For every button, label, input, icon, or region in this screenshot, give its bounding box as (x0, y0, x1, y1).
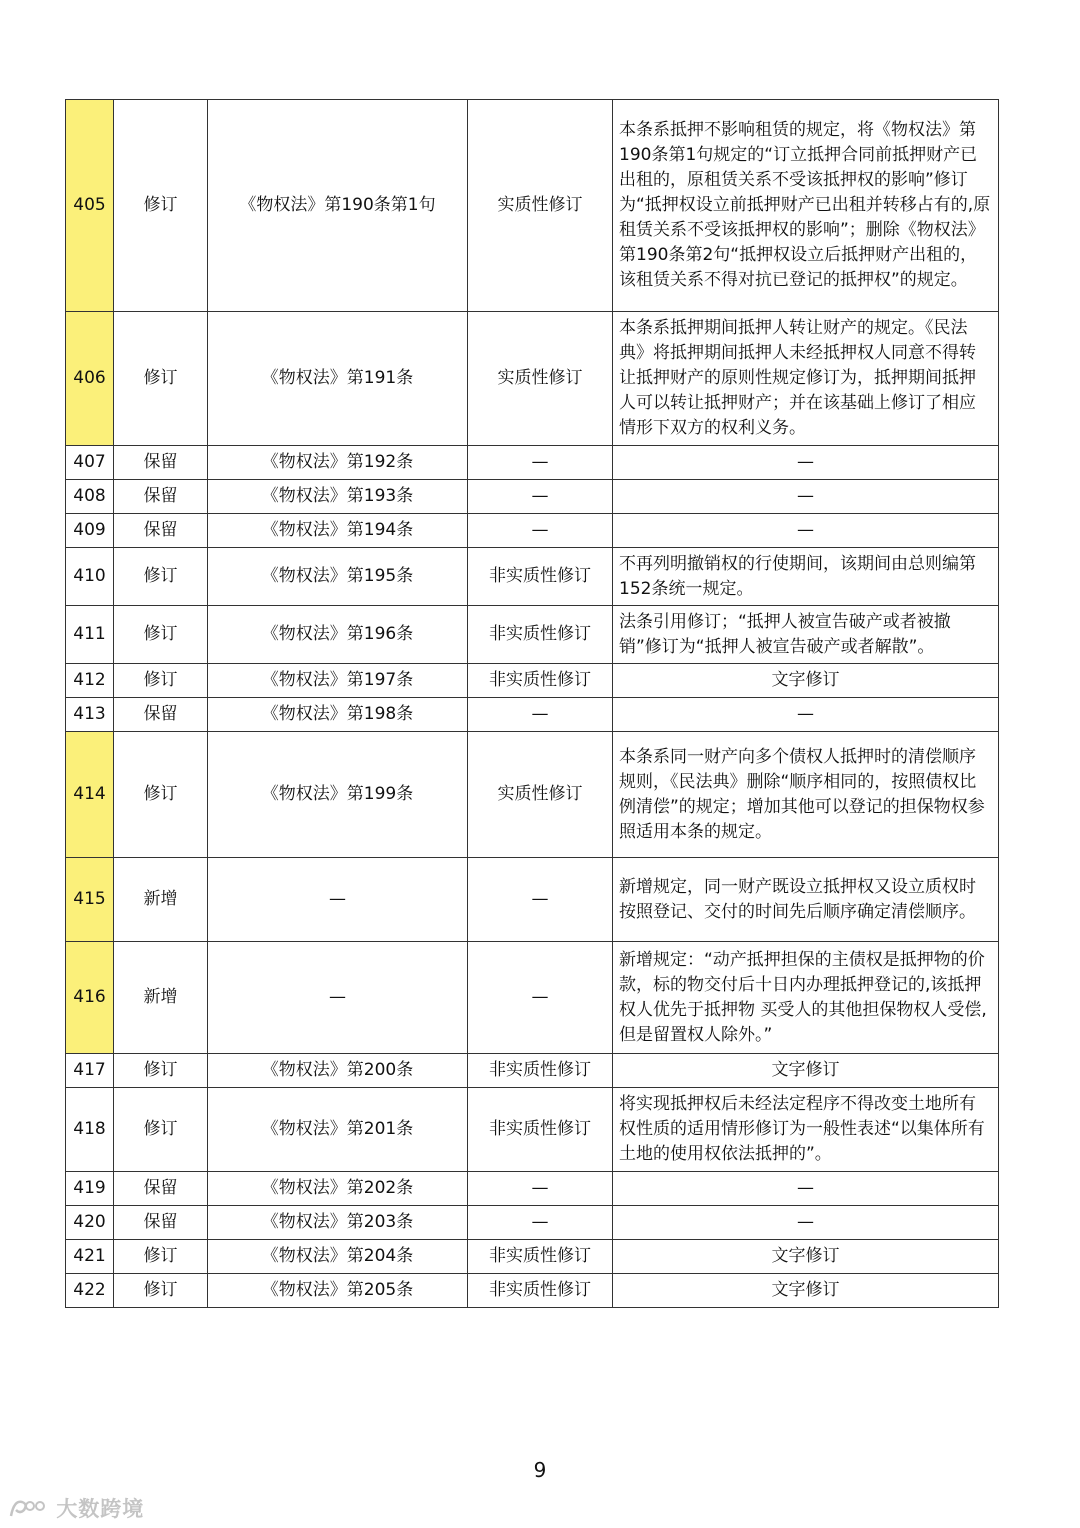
change-note-cell: 文字修订 (613, 1240, 999, 1274)
change-note-cell: 新增规定，同一财产既设立抵押权又设立质权时按照登记、交付的时间先后顺序确定清偿顺序。 (613, 858, 999, 942)
source-article-cell: 《物权法》第195条 (208, 548, 468, 606)
change-nature-cell: 实质性修订 (468, 100, 613, 312)
watermark (8, 1493, 144, 1523)
article-number-cell: 408 (66, 480, 114, 514)
change-nature-cell: 非实质性修订 (468, 1088, 613, 1172)
table-row (66, 858, 999, 942)
source-article-cell: 《物权法》第203条 (208, 1206, 468, 1240)
change-note-cell: 文字修订 (613, 1274, 999, 1308)
change-nature-cell: 非实质性修订 (468, 664, 613, 698)
change-nature-cell: — (468, 942, 613, 1054)
change-note-cell: — (613, 514, 999, 548)
table-row (66, 100, 999, 312)
source-article-cell: 《物权法》第202条 (208, 1172, 468, 1206)
table-row (66, 664, 999, 698)
change-note-cell: — (613, 1206, 999, 1240)
change-type-cell: 保留 (114, 1172, 208, 1206)
article-number-cell: 417 (66, 1054, 114, 1088)
change-nature-cell: — (468, 698, 613, 732)
change-type-cell: 保留 (114, 446, 208, 480)
article-number-cell: 415 (66, 858, 114, 942)
watermark-text: 大数跨境 (56, 1497, 145, 1521)
article-number-cell: 405 (66, 100, 114, 312)
change-type-cell: 修订 (114, 1054, 208, 1088)
article-number-cell: 422 (66, 1274, 114, 1308)
source-article-cell: 《物权法》第204条 (208, 1240, 468, 1274)
change-type-cell: 修订 (114, 548, 208, 606)
change-type-cell: 修订 (114, 1088, 208, 1172)
source-article-cell: 《物权法》第191条 (208, 312, 468, 446)
change-note-cell: 不再列明撤销权的行使期间，该期间由总则编第152条统一规定。 (613, 548, 999, 606)
source-article-cell: 《物权法》第192条 (208, 446, 468, 480)
change-note-cell: 将实现抵押权后未经法定程序不得改变土地所有权性质的适用情形修订为一般性表述“以集体所有土地的使用权依法抵押的”。 (613, 1088, 999, 1172)
source-article-cell: 《物权法》第196条 (208, 606, 468, 664)
source-article-cell: 《物权法》第197条 (208, 664, 468, 698)
change-nature-cell: 非实质性修订 (468, 548, 613, 606)
table-row (66, 514, 999, 548)
table-body (66, 100, 999, 1308)
change-type-cell: 修订 (114, 664, 208, 698)
change-nature-cell: 非实质性修订 (468, 1240, 613, 1274)
table-row (66, 1088, 999, 1172)
change-nature-cell: — (468, 1172, 613, 1206)
article-number-cell: 421 (66, 1240, 114, 1274)
article-number-cell: 407 (66, 446, 114, 480)
law-comparison-table (65, 99, 999, 1308)
page-number: 9 (533, 1458, 547, 1482)
table-row (66, 446, 999, 480)
table-row (66, 1054, 999, 1088)
article-number-cell: 413 (66, 698, 114, 732)
source-article-cell: 《物权法》第205条 (208, 1274, 468, 1308)
change-note-cell: — (613, 480, 999, 514)
source-article-cell: 《物权法》第198条 (208, 698, 468, 732)
change-type-cell: 修订 (114, 312, 208, 446)
article-number-cell: 416 (66, 942, 114, 1054)
table-row (66, 312, 999, 446)
change-type-cell: 保留 (114, 1206, 208, 1240)
table-row (66, 1274, 999, 1308)
article-number-cell: 406 (66, 312, 114, 446)
change-note-cell: — (613, 1172, 999, 1206)
change-type-cell: 修订 (114, 1240, 208, 1274)
change-note-cell: — (613, 698, 999, 732)
article-number-cell: 419 (66, 1172, 114, 1206)
change-note-cell: 本条系抵押期间抵押人转让财产的规定。《民法典》将抵押期间抵押人未经抵押权人同意不得转让抵押财产的原则性规定修订为，抵押期间抵押人可以转让抵押财产；并在该基础上修订了相应情形下双方的权利义务。 (613, 312, 999, 446)
article-number-cell: 409 (66, 514, 114, 548)
article-number-cell: 420 (66, 1206, 114, 1240)
change-type-cell: 保留 (114, 698, 208, 732)
change-type-cell: 新增 (114, 942, 208, 1054)
table-row (66, 1240, 999, 1274)
change-type-cell: 保留 (114, 480, 208, 514)
table-row (66, 732, 999, 858)
change-note-cell: 文字修订 (613, 664, 999, 698)
source-article-cell: 《物权法》第190条第1句 (208, 100, 468, 312)
source-article-cell: — (208, 942, 468, 1054)
table-row (66, 548, 999, 606)
change-nature-cell: — (468, 480, 613, 514)
change-note-cell: 文字修订 (613, 1054, 999, 1088)
source-article-cell: — (208, 858, 468, 942)
source-article-cell: 《物权法》第199条 (208, 732, 468, 858)
change-nature-cell: — (468, 514, 613, 548)
article-number-cell: 410 (66, 548, 114, 606)
table-row (66, 1206, 999, 1240)
source-article-cell: 《物权法》第193条 (208, 480, 468, 514)
article-number-cell: 414 (66, 732, 114, 858)
change-nature-cell: — (468, 1206, 613, 1240)
change-nature-cell: 实质性修订 (468, 732, 613, 858)
change-nature-cell: 非实质性修订 (468, 1054, 613, 1088)
change-nature-cell: 实质性修订 (468, 312, 613, 446)
change-type-cell: 修订 (114, 606, 208, 664)
change-nature-cell: 非实质性修订 (468, 606, 613, 664)
article-number-cell: 418 (66, 1088, 114, 1172)
change-type-cell: 修订 (114, 100, 208, 312)
source-article-cell: 《物权法》第201条 (208, 1088, 468, 1172)
table-row (66, 698, 999, 732)
watermark-logo-icon (8, 1496, 48, 1520)
table-row (66, 480, 999, 514)
change-nature-cell: 非实质性修订 (468, 1274, 613, 1308)
table-row (66, 606, 999, 664)
change-note-cell: 本条系抵押不影响租赁的规定，将《物权法》第190条第1句规定的“订立抵押合同前抵押财产已出租的，原租赁关系不受该抵押权的影响”修订为“抵押权设立前抵押财产已出租并转移占有的,原租赁关系不受该抵押权的影响”；删除《物权法》第190条第2句“抵押权设立后抵押财产出租的，该租赁关系不得对抗已登记的抵押权”的规定。 (613, 100, 999, 312)
source-article-cell: 《物权法》第200条 (208, 1054, 468, 1088)
change-note-cell: — (613, 446, 999, 480)
source-article-cell: 《物权法》第194条 (208, 514, 468, 548)
change-type-cell: 新增 (114, 858, 208, 942)
change-type-cell: 保留 (114, 514, 208, 548)
change-type-cell: 修订 (114, 732, 208, 858)
change-type-cell: 修订 (114, 1274, 208, 1308)
change-nature-cell: — (468, 446, 613, 480)
table-row (66, 1172, 999, 1206)
change-note-cell: 法条引用修订；“抵押人被宣告破产或者被撤销”修订为“抵押人被宣告破产或者解散”。 (613, 606, 999, 664)
change-note-cell: 本条系同一财产向多个债权人抵押时的清偿顺序规则，《民法典》删除“顺序相同的，按照债权比例清偿”的规定；增加其他可以登记的担保物权参照适用本条的规定。 (613, 732, 999, 858)
table-row (66, 942, 999, 1054)
article-number-cell: 412 (66, 664, 114, 698)
change-nature-cell: — (468, 858, 613, 942)
change-note-cell: 新增规定：“动产抵押担保的主债权是抵押物的价款，标的物交付后十日内办理抵押登记的,该抵押权人优先于抵押物 买受人的其他担保物权人受偿,但是留置权人除外。” (613, 942, 999, 1054)
article-number-cell: 411 (66, 606, 114, 664)
